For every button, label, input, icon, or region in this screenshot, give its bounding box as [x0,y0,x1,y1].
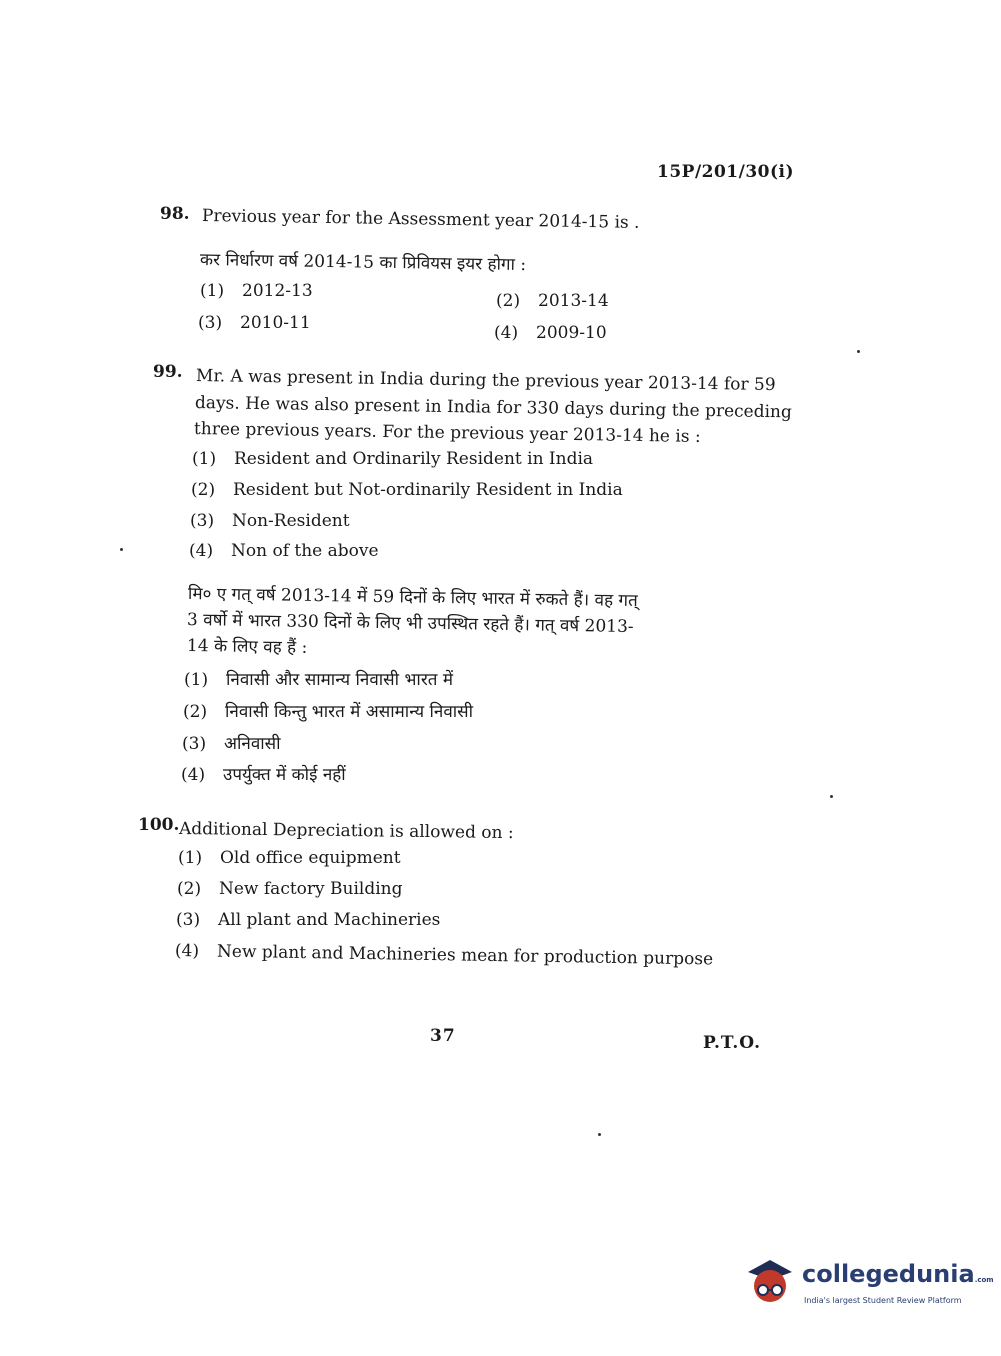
logo-tagline: India's largest Student Review Platform [804,1296,962,1305]
option-1-en: (1) Resident and Ordinarily Resident in India [192,449,594,469]
speck [830,795,833,798]
question-number: 99. [153,362,183,382]
speck [598,1133,601,1136]
option-3: (3) All plant and Machineries [176,910,441,930]
paper-code: 15P/201/30(i) [657,162,795,182]
option-4-en: (4) Non of the above [189,541,379,561]
option-3-en: (3) Non-Resident [190,511,350,531]
collegedunia-logo[interactable] [740,1250,994,1310]
question-number: 98. [160,204,190,224]
option-3-hi: (3) अनिवासी [182,734,281,754]
option-4-hi: (4) उपर्युक्त में कोई नहीं [181,765,346,785]
option-2: (2) New factory Building [177,879,403,899]
option-4: (4) 2009-10 [494,323,607,343]
question-text-hi-line3: 14 के लिए वह हैं : [186,636,308,658]
speck [120,548,123,551]
question-text-en-line1: Mr. A was present in India during the previous year 2013-14 for 59 [195,366,776,396]
question-text-hi-line2: 3 वर्षो में भारत 330 दिनों के लिए भी उपस्थित रहते हैं। गत् वर्ष 2013- [186,610,634,638]
option-4: (4) New plant and Machineries mean for production purpose [174,941,714,970]
logo-name: collegedunia.com [802,1260,994,1288]
page-number: 37 [430,1026,456,1046]
option-1-hi: (1) निवासी और सामान्य निवासी भारत में [184,670,454,690]
question-text-en: Additional Depreciation is allowed on : [178,819,514,844]
option-3: (3) 2010-11 [198,313,311,333]
option-2: (2) 2013-14 [496,291,609,311]
option-1: (1) 2012-13 [200,281,313,301]
question-text-hi: कर निर्धारण वर्ष 2014-15 का प्रिवियस इयर होगा : [199,250,527,276]
speck [857,350,860,353]
option-1: (1) Old office equipment [178,848,401,868]
question-text-en-line2: days. He was also present in India for 330 days during the preceding [194,393,792,423]
pto-label: P.T.O. [703,1033,761,1053]
question-number: 100. [138,815,180,835]
option-2-hi: (2) निवासी किन्तु भारत में असामान्य निवासी [183,702,474,722]
option-2-en: (2) Resident but Not-ordinarily Resident in India [191,480,623,500]
question-text-en: Previous year for the Assessment year 2014-15 is . [201,206,640,233]
mascot-icon [740,1250,800,1310]
question-text-hi-line1: मि० ए गत् वर्ष 2013-14 में 59 दिनों के लिए भारत में रुकते हैं। वह गत् [187,584,638,612]
question-text-en-line3: three previous years. For the previous year 2013-14 he is : [193,419,701,447]
